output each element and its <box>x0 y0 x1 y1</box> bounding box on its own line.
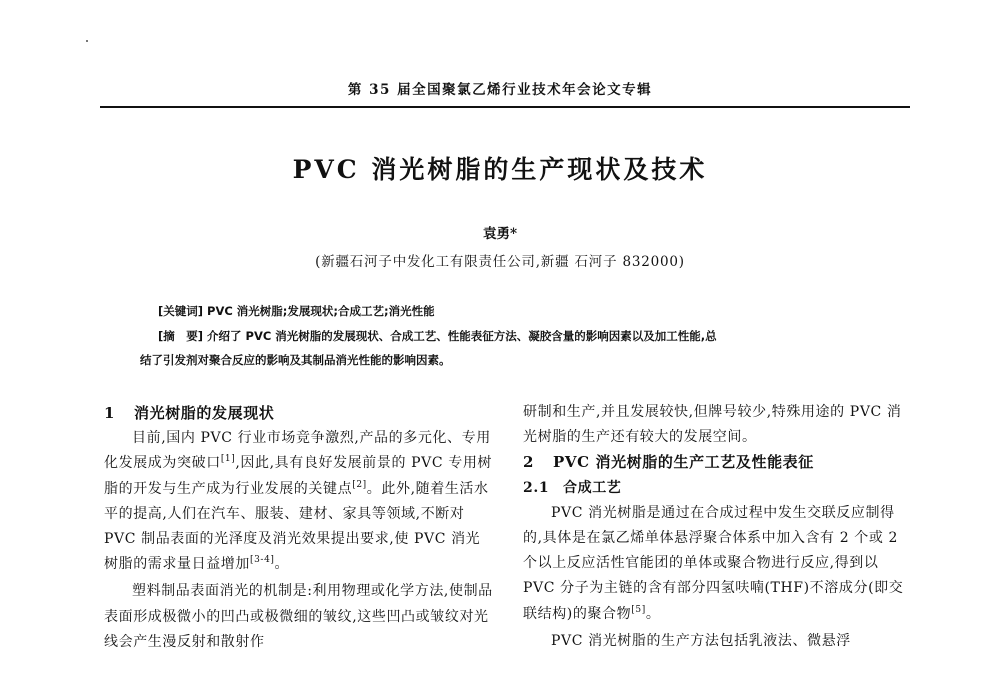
paragraph: 研制和生产,并且发展较快,但牌号较少,特殊用途的 PVC 消光树脂的生产还有较大的发展空间。 <box>523 404 902 446</box>
abstract-label: [摘 要] <box>158 329 204 343</box>
section-number: 2 <box>523 453 535 472</box>
author: 袁勇* <box>482 226 518 242</box>
paragraph: 塑料制品表面消光的机制是:利用物理或化学方法,使制品表面形成极微小的凹凸或极微细的皱纹,这些凹凸或皱纹对光线会产生漫反射和散射作 <box>104 583 493 650</box>
citation: [5] <box>631 604 646 615</box>
abstract-text-1: 介绍了 PVC 消光树脂的发展现状、合成工艺、性能表征方法、凝胶含量的影响因素以及加工性能,总 <box>203 329 717 343</box>
running-header: 第 35 届全国聚氯乙烯行业技术年会论文专辑 <box>347 82 653 98</box>
scan-speck <box>86 40 88 42</box>
section-2-heading <box>523 450 913 475</box>
section-1-heading <box>104 401 494 426</box>
keywords-text: PVC 消光树脂;发展现状;合成工艺;消光性能 <box>203 304 435 318</box>
left-column <box>104 401 494 655</box>
citation: [3-4] <box>250 555 275 566</box>
affiliation: (新疆石河子中发化工有限责任公司,新疆 石河子 832000) <box>315 254 685 270</box>
abstract-line-2: 结了引发剂对聚合反应的影响及其制品消光性能的影响因素。 <box>140 353 451 367</box>
right-column <box>523 400 913 654</box>
subsection-number: 2.1 <box>523 479 550 496</box>
keywords <box>158 303 435 319</box>
subsection-title: 合成工艺 <box>563 479 622 496</box>
abstract-line-1 <box>158 328 717 344</box>
header-rule <box>100 106 910 108</box>
section-number: 1 <box>104 404 116 422</box>
section-title: 消光树脂的发展现状 <box>134 404 275 422</box>
keywords-label: [关键词] <box>158 304 204 318</box>
paragraph: PVC 消光树脂是通过在合成过程中发生交联反应制得的,具体是在氯乙烯单体悬浮聚合体系中加入含有 2 个或 2 个以上反应活性官能团的单体或聚合物进行反应,得到以 PVC 分子为主链的含有部分四氢呋喃(THF)不溶成分(即交联结构)的聚合物[5]。 <box>523 504 904 622</box>
paper-title: PVC 消光树脂的生产现状及技术 <box>292 155 708 184</box>
section-title: PVC 消光树脂的生产工艺及性能表征 <box>553 453 814 472</box>
citation: [1] <box>220 454 236 465</box>
paragraph: 目前,国内 PVC 行业市场竞争激烈,产品的多元化、专用化发展成为突破口[1],因此,具有良好发展前景的 PVC 专用树脂的开发与生产成为行业发展的关键点[2]。此外,随着生活水平的提高,人们在汽车、服装、建材、家具等领域,不断对 PVC 制品表面的光泽度及消光效果提出要求,使 PVC 消光树脂的需求量日益增加[3-4]。 <box>104 430 493 573</box>
paragraph: PVC 消光树脂的生产方法包括乳液法、微悬浮 <box>551 632 851 649</box>
citation: [2] <box>352 479 367 490</box>
subsection-2-1-heading <box>523 476 913 501</box>
